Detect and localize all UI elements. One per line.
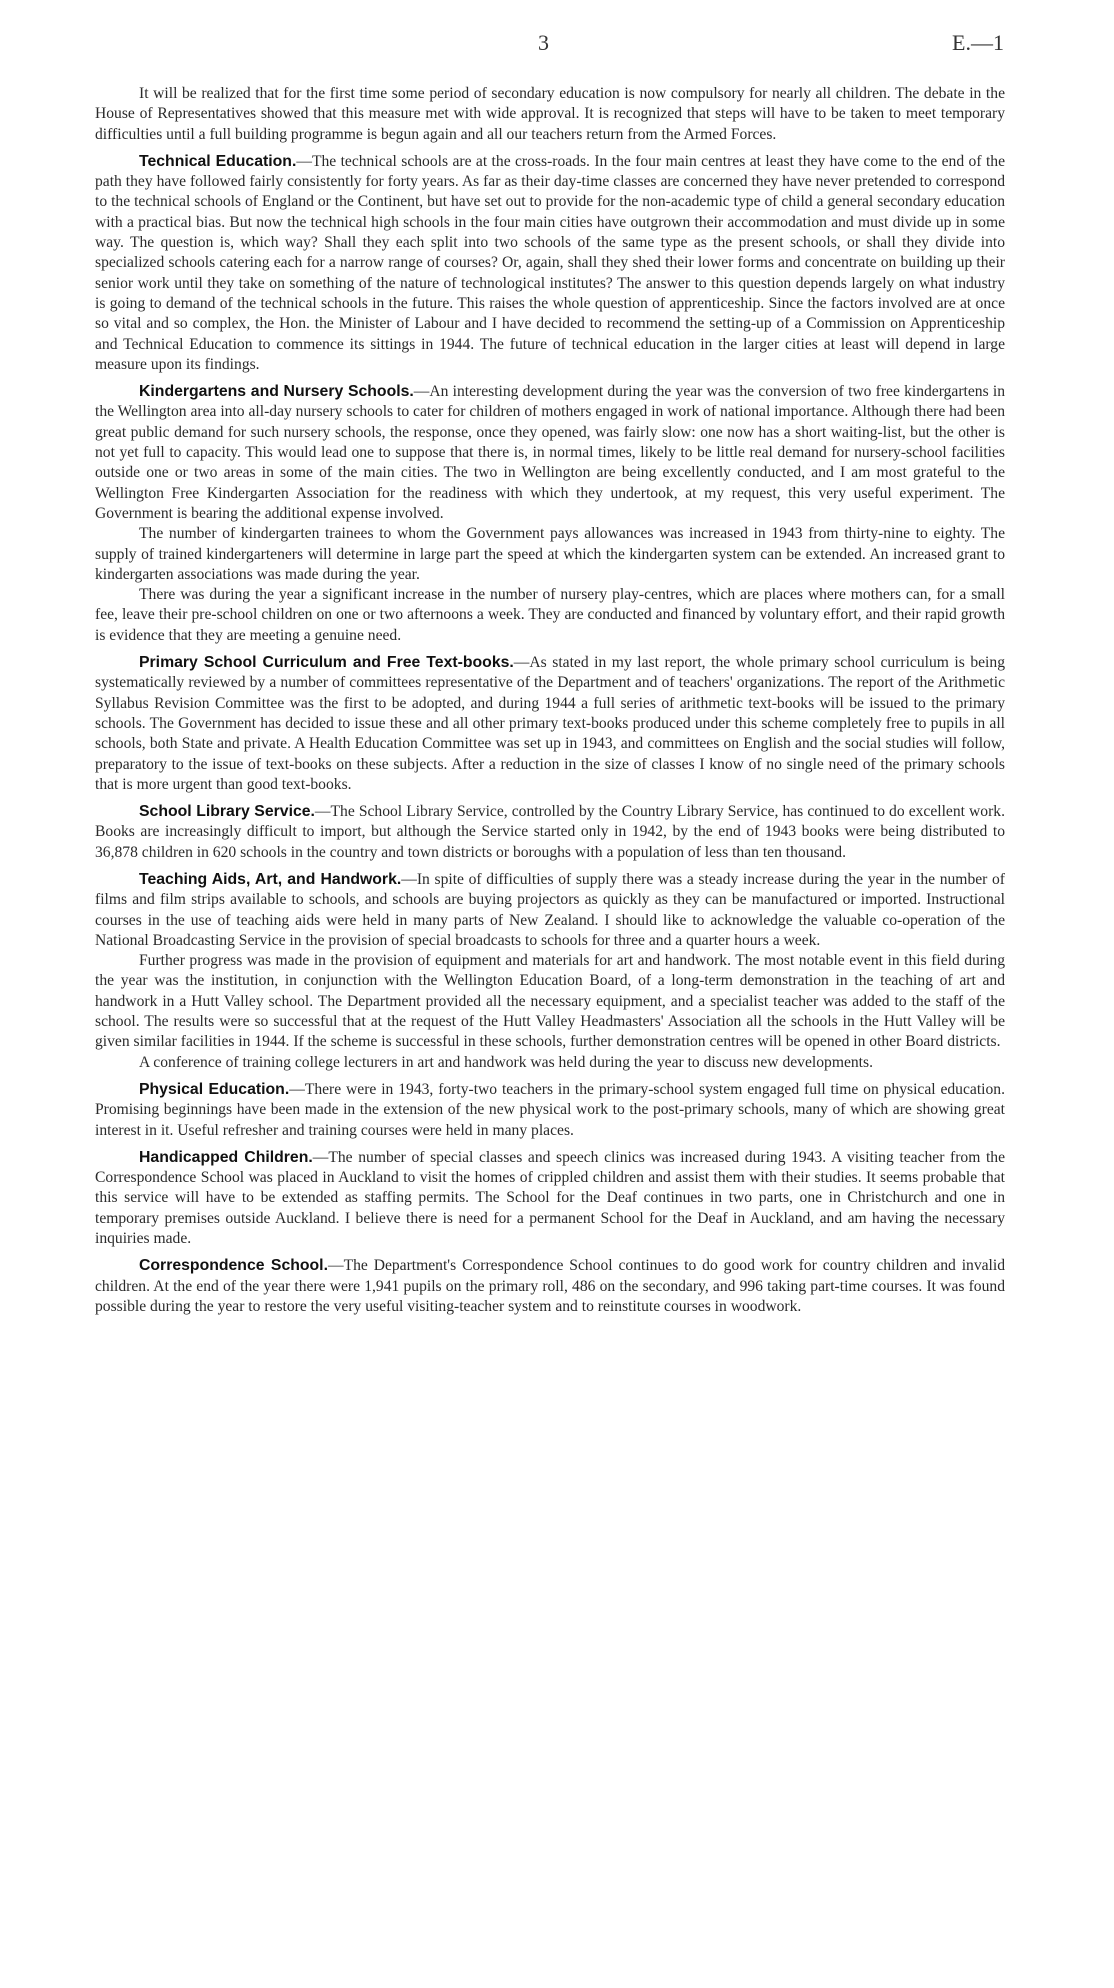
section-heading: Handicapped Children. (139, 1148, 313, 1166)
section-school-library (95, 802, 1005, 863)
section-heading: Primary School Curriculum and Free Text-books. (139, 654, 514, 672)
section-physical-education (95, 1080, 1005, 1141)
section-text: —In spite of difficulties of supply there was a steady increase during the year in the number of films and film strips available to schools, and schools are buying projectors as quickly as they can be manufactured or imported. Instructional courses in the use of teaching aids were held in many parts of New Zealand. I should like to acknowledge the valuable co-operation of the National Broadcasting Service in the provision of special broadcasts to schools for three and a quarter hours a week. (95, 870, 1006, 949)
section-heading: Technical Education. (139, 152, 297, 170)
section-heading: Kindergartens and Nursery Schools. (139, 383, 414, 401)
report-body (95, 84, 1005, 1317)
paragraph: A conference of training college lecturers in art and handwork was held during the year to discuss new developments. (139, 1053, 873, 1071)
page-number: 3 (538, 30, 549, 55)
paragraph: Further progress was made in the provision of equipment and materials for art and handwork. The most notable event in this field during the year was the institution, in conjunction with the Wellington Education Board, of a long-term demonstration in the teaching of art and handwork in a Hutt Valley school. The Department provided all the necessary equipment, and a specialist teacher was added to the staff of the school. The results were so successful that at the request of the Hutt Valley Headmasters' Association all the schools in the Hutt Valley will be given similar facilities in 1944. If the scheme is successful in these schools, further demonstration centres will be opened in other Board districts. (95, 952, 1005, 1051)
section-text: —As stated in my last report, the whole primary school curriculum is being systematically reviewed by a number of committees representative of the Department and of teachers' organizations. The report of the Arithmetic Syllabus Revision Committee was the first to be adopted, and during 1944 a full series of arithmetic text-books will be issued to the primary schools. The Government has decided to issue these and all other primary text-books produced under this scheme completely free to pupils in all schools, both State and private. A Health Education Committee was set up in 1943, and committees on English and the social studies will follow, preparatory to the issue of text-books on these subjects. After a reduction in the size of classes I know of no single need of the primary schools that is more urgent than good text-books. (95, 654, 1005, 793)
section-handicapped-children (95, 1148, 1005, 1249)
section-text: —An interesting development during the year was the conversion of two free kindergartens in the Wellington area into all-day nursery schools to cater for children of mothers engaged in work of national importance. Although there had been great public demand for such nursery schools, the response, once they opened, was fairly slow: one now has a short waiting-list, but the other is not yet full to capacity. This would lead one to suppose that there is, in normal times, likely to be little real demand for nursery-school facilities outside one or two areas in some of the main cities. The two in Wellington are being excellently conducted, and I am most grateful to the Wellington Free Kindergarten Association for the readiness with which they undertook, at my request, this very useful experiment. The Government is bearing the additional expense involved. (95, 383, 1005, 522)
intro-paragraph: It will be realized that for the first time some period of secondary education is now compulsory for nearly all children. The debate in the House of Representatives showed that this measure met with wide approval. It is recognized that steps will have to be taken to meet temporary difficulties until a full building programme is begun again and all our teachers return from the Armed Forces. (95, 85, 1005, 143)
section-text: —There were in 1943, forty-two teachers in the primary-school system engaged full time on physical education. Promising beginnings have been made in the extension of the new physical work to the post-primary schools, many of which are showing great interest in it. Useful refresher and training courses were held in many places. (95, 1080, 1005, 1139)
section-heading: School Library Service. (139, 803, 315, 821)
section-heading: Teaching Aids, Art, and Handwork. (139, 870, 402, 888)
section-heading: Physical Education. (139, 1080, 290, 1098)
paragraph: The number of kindergarten trainees to whom the Government pays allowances was increased in 1943 from thirty-nine to eighty. The supply of trained kindergarteners will determine in large part the speed at which the kindergarten system can be extended. An increased grant to kindergarten associations was made during the year. (95, 525, 1005, 583)
section-correspondence-school (95, 1256, 1005, 1317)
section-text: —The technical schools are at the cross-roads. In the four main centres at least they have come to the end of the path they have followed fairly consistently for forty years. As far as their day-time classes are concerned they have never pretended to correspond to the technical schools of England or the Continent, but have set out to provide for the non-academic type of child a general secondary education with a practical bias. But now the technical high schools in the four main cities have outgrown their accommodation and must divide up in some way. The question is, which way? Shall they each split into two schools of the same type as the present schools, or shall they divide into specialized schools catering each for a narrow range of courses? Or, again, shall they shed their lower forms and concentrate on building up their senior work until they take on something of the nature of technological institutes? The answer to this question depends largely on what industry is going to demand of the technical schools in the future. This raises the whole question of apprenticeship. Since the factors involved are at once so vital and so complex, the Hon. the Minister of Labour and I have decided to recommend the setting-up of a Commission on Apprenticeship and Technical Education to commence its sittings in 1944. The future of technical education in the larger cities at least will depend in large measure upon its findings. (95, 152, 1005, 373)
section-primary-curriculum (95, 653, 1005, 795)
paragraph: There was during the year a significant increase in the number of nursery play-centres, which are places where mothers can, for a small fee, leave their pre-school children on one or two afternoons a week. They are conducted and financed by voluntary effort, and their rapid growth is evidence that they are meeting a genuine need. (95, 586, 1005, 644)
section-text: —The School Library Service, controlled by the Country Library Service, has continued to do excellent work. Books are increasingly difficult to import, but although the Service started only in 1942, by the end of 1943 books were being distributed to 36,878 children in 620 schools in the country and town districts or boroughs with a population of less than ten thousand. (95, 803, 1005, 861)
section-text: —The number of special classes and speech clinics was increased during 1943. A visiting teacher from the Correspondence School was placed in Auckland to visit the homes of crippled children and assist them with their studies. It seems probable that this service will have to be extended as staffing permits. The School for the Deaf continues in two parts, one in Christchurch and one in temporary premises outside Auckland. I believe there is need for a permanent School for the Deaf in Auckland, and am having the necessary inquiries made. (95, 1148, 1006, 1248)
section-kindergartens (95, 382, 1005, 524)
section-heading: Correspondence School. (139, 1257, 328, 1275)
section-technical-education (95, 152, 1005, 375)
section-text: —The Department's Correspondence School continues to do good work for country children and invalid children. At the end of the year there were 1,941 pupils on the primary roll, 486 on the secondary, and 996 taking part-time courses. It was found possible during the year to restore the very useful visiting-teacher system and to reinstitute courses in woodwork. (95, 1257, 1006, 1315)
section-teaching-aids (95, 870, 1005, 951)
page-reference: E.—1 (952, 30, 1004, 55)
